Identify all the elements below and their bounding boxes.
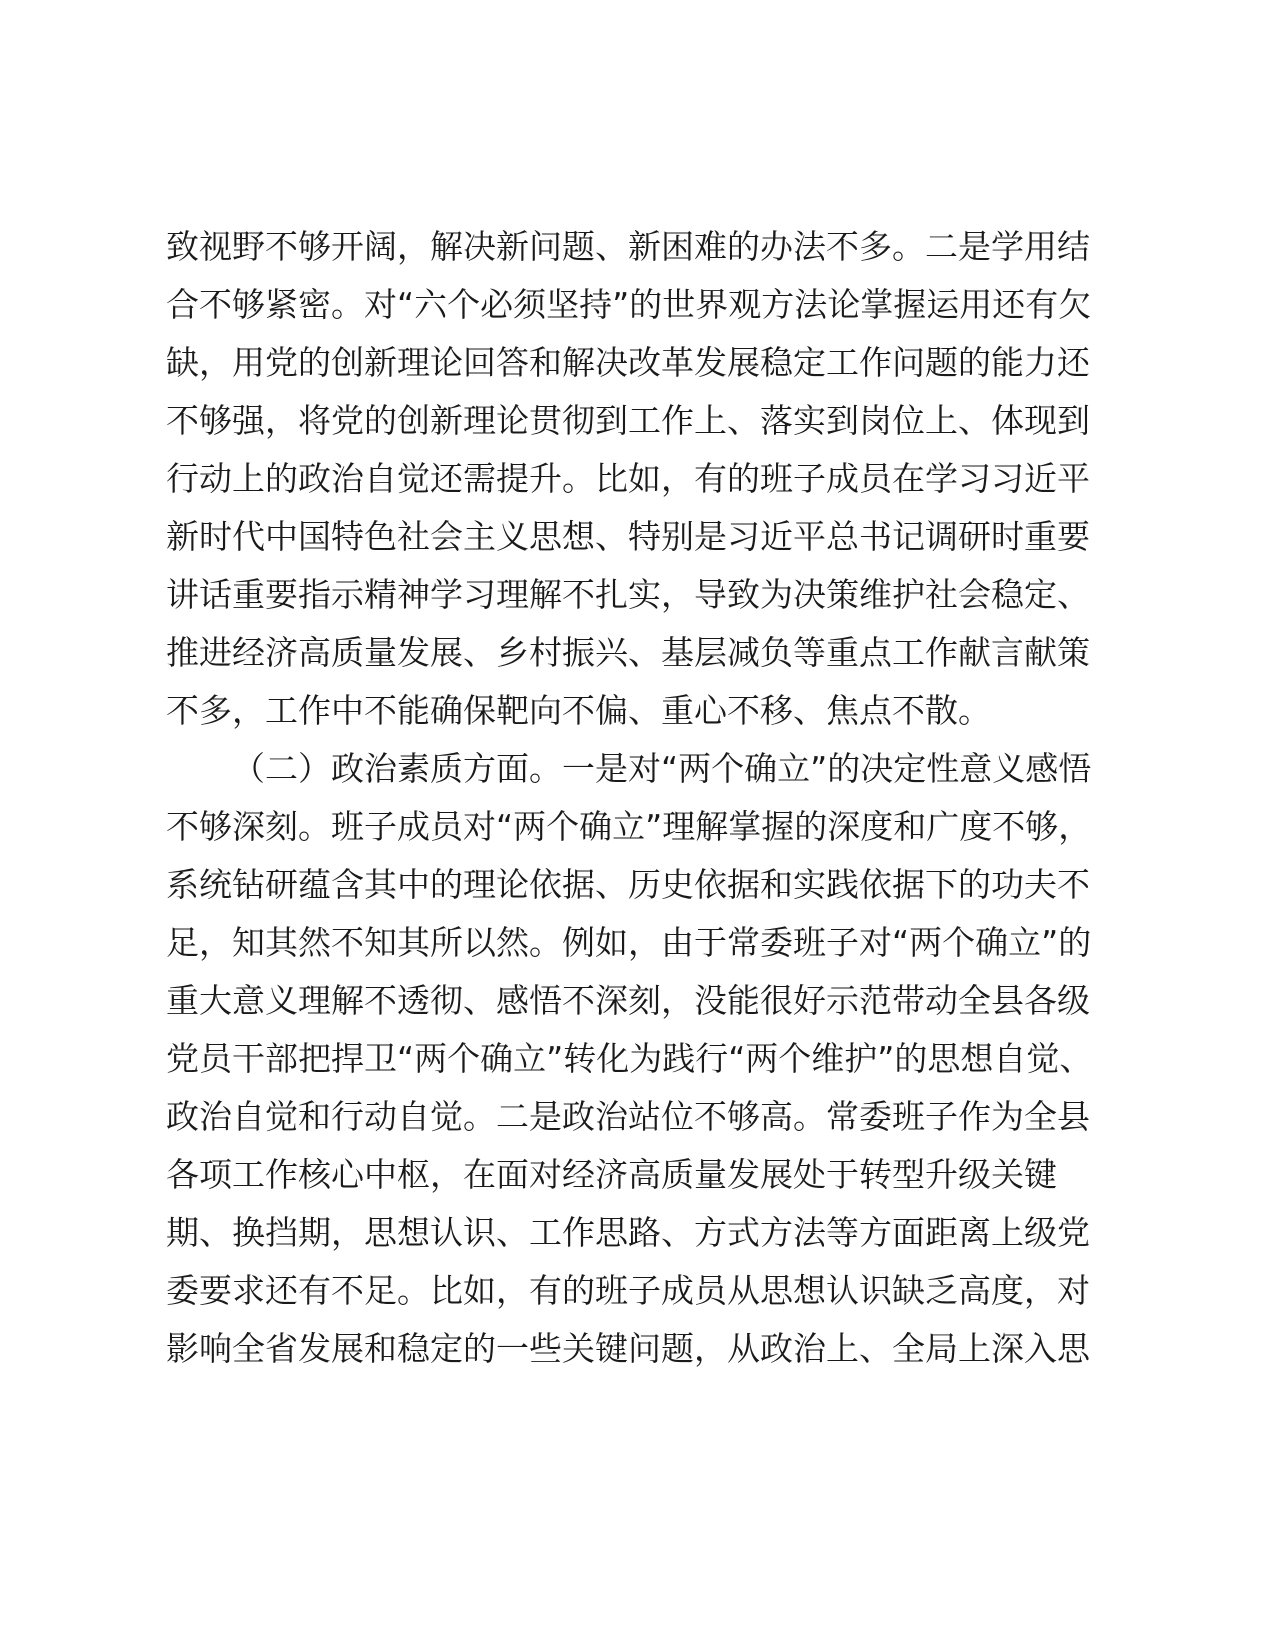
text-line: 重大意义理解不透彻、感悟不深刻，没能很好示范带动全县各级 (166, 981, 1090, 1020)
text-line: 足，知其然不知其所以然。例如，由于常委班子对“两个确立”的 (166, 923, 1092, 962)
text-line: 致视野不够开阔，解决新问题、新困难的办法不多。二是学用结 (166, 227, 1090, 266)
text-line: 推进经济高质量发展、乡村振兴、基层减负等重点工作献言献策 (166, 633, 1090, 672)
text-line: 行动上的政治自觉还需提升。比如，有的班子成员在学习习近平 (166, 459, 1090, 498)
text-line: 不够深刻。班子成员对“两个确立”理解掌握的深度和广度不够， (166, 807, 1092, 846)
text-line: 讲话重要指示精神学习理解不扎实，导致为决策维护社会稳定、 (166, 575, 1090, 614)
text-line: 各项工作核心中枢，在面对经济高质量发展处于转型升级关键 (166, 1155, 1057, 1194)
text-line: 系统钻研蕴含其中的理论依据、历史依据和实践依据下的功夫不 (166, 865, 1090, 904)
section-heading-line: （二）政治素质方面。一是对“两个确立”的决定性意义感悟 (232, 749, 1092, 788)
text-line: 委要求还有不足。比如，有的班子成员从思想认识缺乏高度，对 (166, 1271, 1090, 1310)
text-line: 新时代中国特色社会主义思想、特别是习近平总书记调研时重要 (166, 517, 1090, 556)
document-body (166, 218, 1106, 1378)
text-line: 影响全省发展和稳定的一些关键问题，从政治上、全局上深入思 (166, 1329, 1090, 1368)
text-line: 政治自觉和行动自觉。二是政治站位不够高。常委班子作为全县 (166, 1097, 1090, 1136)
text-line: 合不够紧密。对“六个必须坚持”的世界观方法论掌握运用还有欠 (166, 285, 1092, 324)
text-line: 不够强，将党的创新理论贯彻到工作上、落实到岗位上、体现到 (166, 401, 1090, 440)
text-line: 不多，工作中不能确保靶向不偏、重心不移、焦点不散。 (166, 691, 991, 730)
text-line: 党员干部把捍卫“两个确立”转化为践行“两个维护”的思想自觉、 (166, 1039, 1093, 1078)
text-line: 期、换挡期，思想认识、工作思路、方式方法等方面距离上级党 (166, 1213, 1090, 1252)
text-line: 缺，用党的创新理论回答和解决改革发展稳定工作问题的能力还 (166, 343, 1090, 382)
